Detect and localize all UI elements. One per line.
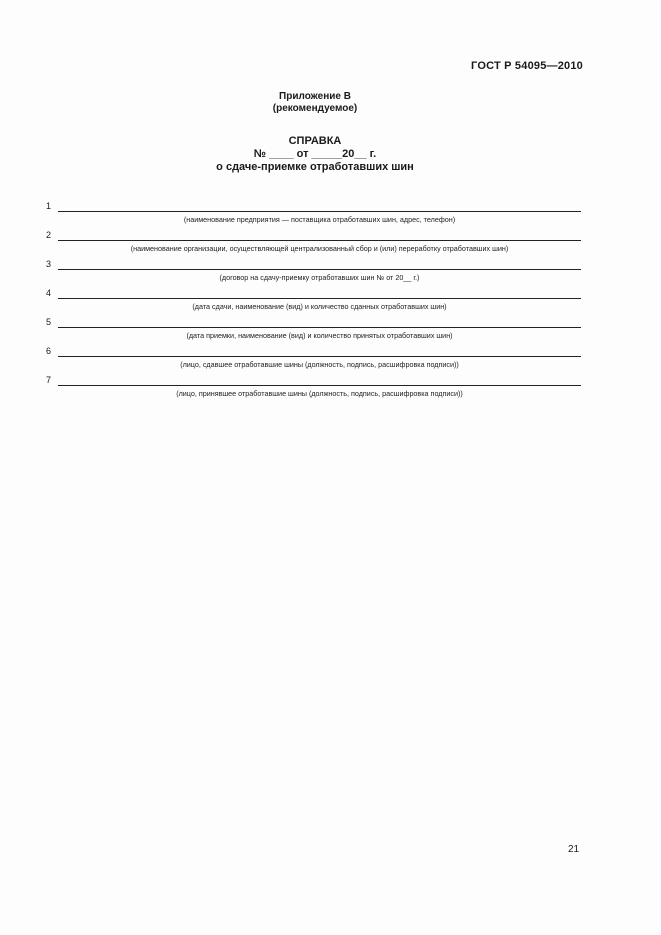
document-title: СПРАВКА [288, 135, 342, 147]
field-caption: (наименование предприятия — поставщика отработавших шин, адрес, телефон) [183, 215, 456, 224]
annex-heading [0, 91, 630, 115]
form-field-3 [44, 259, 581, 289]
field-number: 7 [46, 375, 52, 385]
field-number: 5 [46, 317, 52, 327]
field-caption: (наименование организации, осуществляющей централизованный сбор и (или) переработку отработавших шин) [130, 244, 509, 253]
field-caption: (дата сдачи, наименование (вид) и количество сданных отработавших шин) [192, 302, 447, 311]
field-caption: (лицо, принявшее отработавшие шины (должность, подпись, расшифровка подписи)) [176, 389, 463, 398]
annex-status: (рекомендуемое) [272, 103, 358, 114]
fill-in-line[interactable] [58, 298, 581, 299]
standard-number: ГОСТ Р 54095—2010 [471, 60, 583, 72]
field-number: 2 [46, 230, 52, 240]
form-field-6 [44, 346, 581, 376]
fill-in-line[interactable] [58, 327, 581, 328]
field-number: 4 [46, 288, 52, 298]
field-caption: (дата приемки, наименование (вид) и количество принятых отработавших шин) [186, 331, 453, 340]
fill-in-line[interactable] [58, 356, 581, 357]
form-field-2 [44, 230, 581, 260]
field-caption: (договор на сдачу-приемку отработавших шин № от 20__ г.) [219, 273, 420, 282]
fill-in-line[interactable] [58, 269, 581, 270]
field-number: 1 [46, 201, 52, 211]
form-field-7 [44, 375, 581, 405]
annex-title: Приложение В [279, 91, 351, 102]
form-field-5 [44, 317, 581, 347]
document-subtitle: о сдаче-приемке отработавших шин [216, 161, 414, 173]
form-field-1 [44, 201, 581, 231]
form-field-4 [44, 288, 581, 318]
field-number: 3 [46, 259, 52, 269]
fill-in-line[interactable] [58, 385, 581, 386]
page-number: 21 [568, 844, 580, 855]
fill-in-line[interactable] [58, 240, 581, 241]
field-caption: (лицо, сдавшее отработавшие шины (должность, подпись, расшифровка подписи)) [180, 360, 459, 369]
field-number: 6 [46, 346, 52, 356]
document-heading [0, 135, 630, 174]
fill-in-line[interactable] [58, 211, 581, 212]
document-number-line: № ____ от _____20__ г. [253, 148, 377, 160]
